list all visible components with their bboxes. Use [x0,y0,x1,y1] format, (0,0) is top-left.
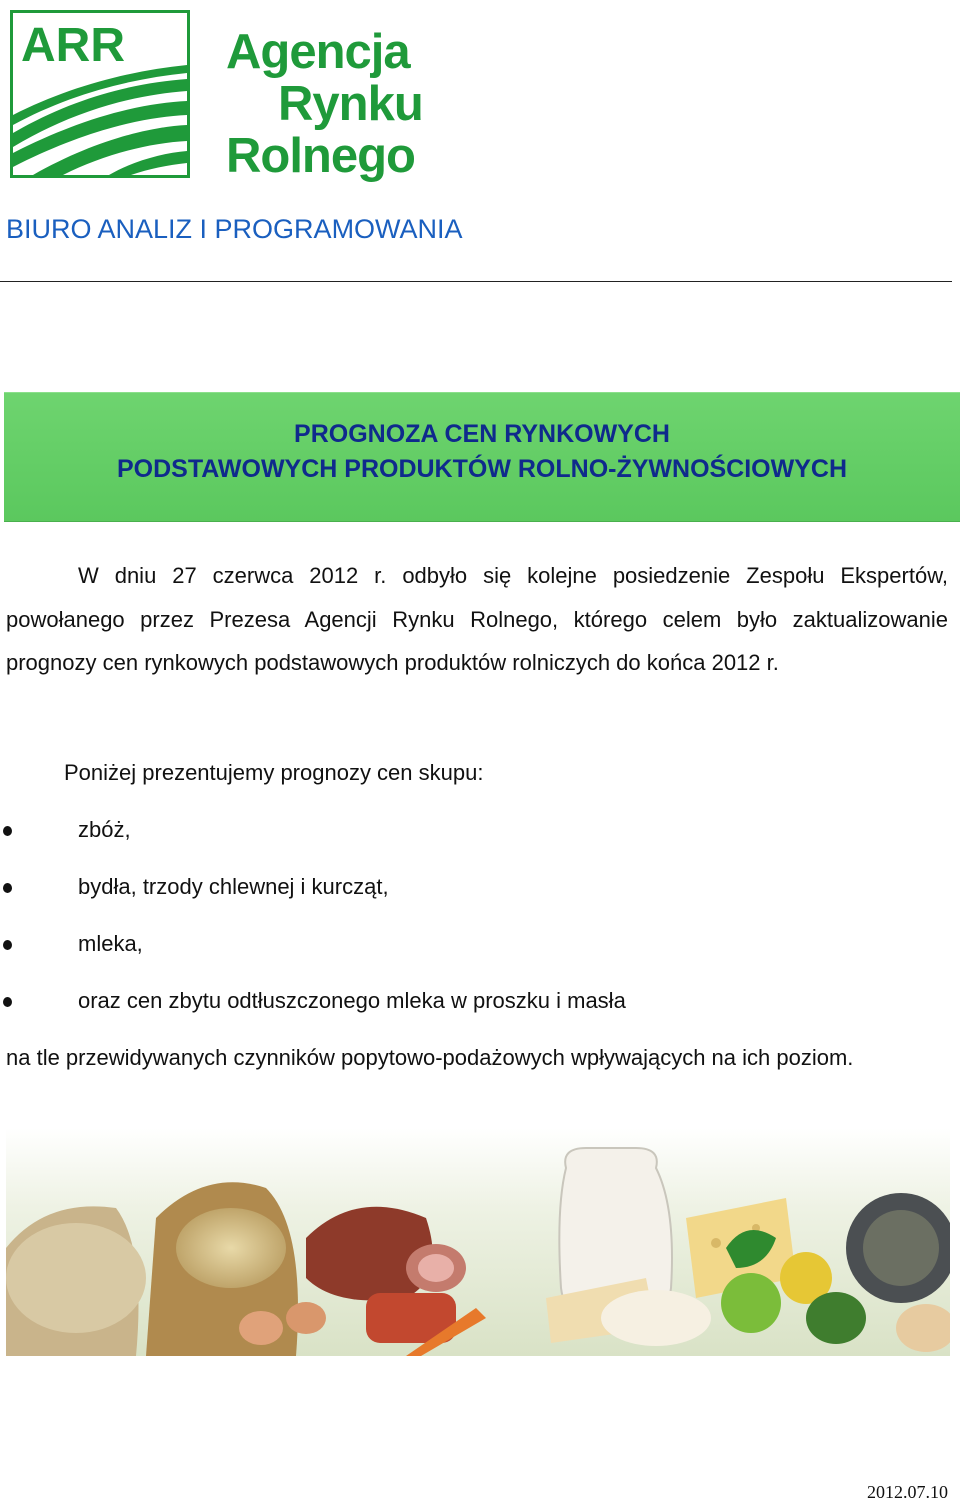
document-date: 2012.07.10 [867,1482,948,1502]
lead-sentence: Poniżej prezentujemy prognozy cen skupu: [64,760,484,785]
field-furrows-icon [13,13,187,175]
bullet-icon [3,997,12,1007]
list-item [0,868,960,908]
banner-title-line-2: PODSTAWOWYCH PRODUKTÓW ROLNO-ŻYWNOŚCIOWYCH [116,455,848,483]
banner-title-line-1: PROGNOZA CEN RYNKOWYCH [294,420,670,448]
logo-abbr: ARR [21,19,125,72]
arr-logo-mark [10,10,190,178]
header-divider [0,281,952,282]
bullet-icon [3,826,12,836]
list-item-text: mleka, [78,931,143,956]
list-item-text: oraz cen zbytu odtłuszczonego mleka w proszku i masła [78,988,626,1013]
closing-paragraph: na tle przewidywanych czynników popytowo-podażowych wpływających na ich poziom. [6,1045,854,1070]
list-item-text: zbóż, [78,817,131,842]
intro-paragraph: W dniu 27 czerwca 2012 r. odbyło się kolejne posiedzenie Zespołu Ekspertów, powołanego przez Prezesa Agencji Rynku Rolnego, którego celem było zaktualizowanie prognozy cen rynkowych podstawowych produktów rolniczych do końca 2012 r. [6,563,948,675]
bullet-icon [3,883,12,893]
logo-wordmark [226,26,486,182]
logo-word-rynku: Rynku [278,77,423,131]
office-name: BIURO ANALIZ I PROGRAMOWANIA [6,214,463,244]
logo-word-agencja: Agencja [226,25,410,79]
food-products-illustration [6,1128,950,1356]
list-item [0,811,960,851]
list-item-text: bydła, trzody chlewnej i kurcząt, [78,874,389,899]
list-item [0,925,960,965]
bullet-icon [3,940,12,950]
logo-word-rolnego: Rolnego [226,129,415,183]
list-item [0,982,960,1022]
title-banner [4,392,960,522]
